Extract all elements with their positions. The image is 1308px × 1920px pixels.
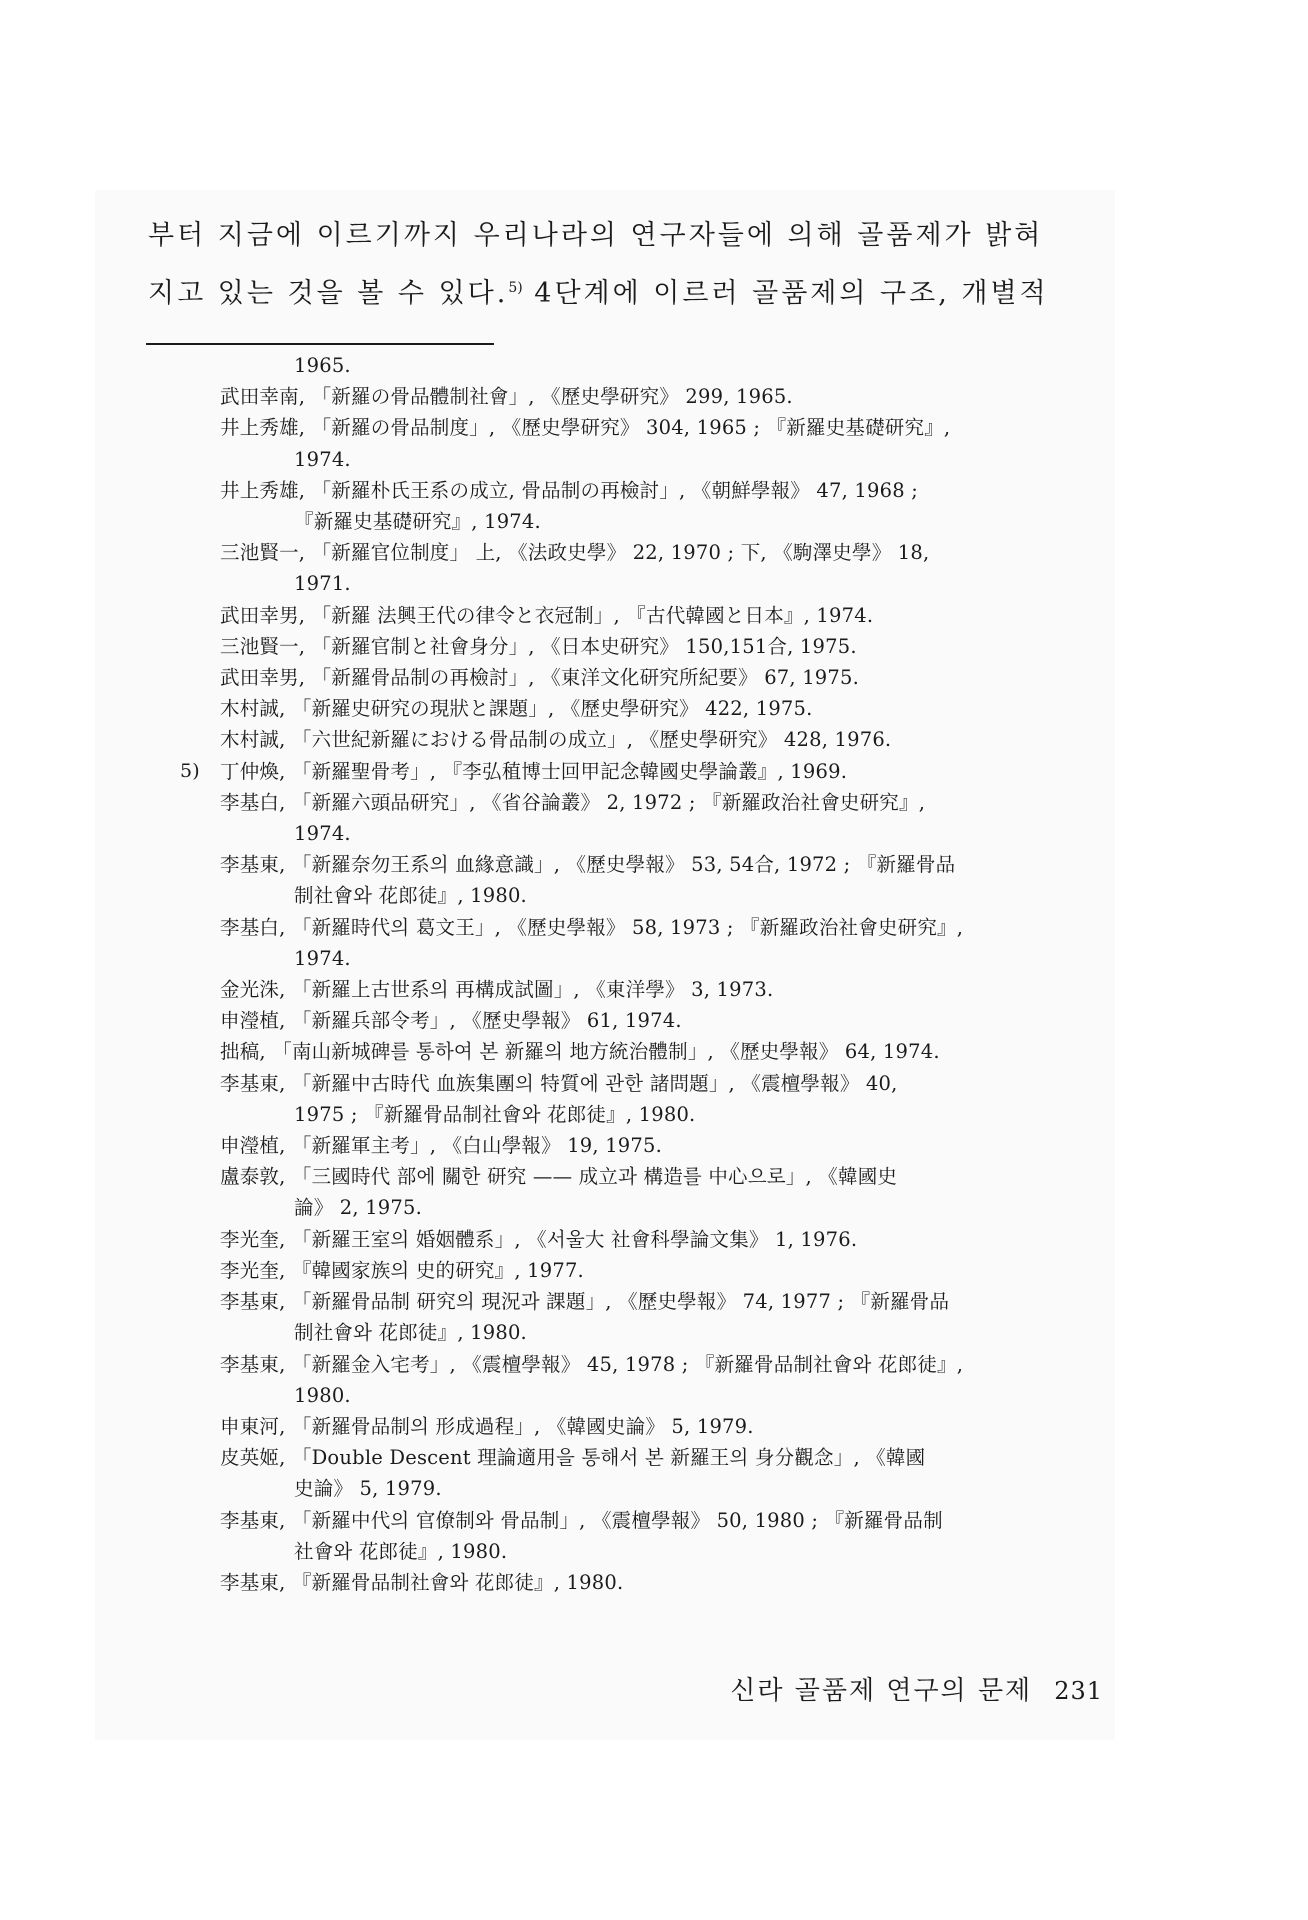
footnote-line: 1965.	[294, 354, 351, 377]
footnote-line: 井上秀雄, 「新羅朴氏王系の成立, 骨品制の再檢討」, 《朝鮮學報》 47, 1968 ;	[220, 478, 918, 502]
footnote-line: 申瀅植, 「新羅軍主考」, 《白山學報》 19, 1975.	[220, 1134, 663, 1158]
footnote-line: 李基東, 「新羅金入宅考」, 《震檀學報》 45, 1978 ; 『新羅骨品制社會와 花郎徒』,	[220, 1352, 964, 1376]
running-title: 신라 골품제 연구의 문제	[730, 1676, 1033, 1706]
footnote-line: 1974.	[294, 447, 351, 471]
footnote-label: 5)	[180, 759, 200, 782]
footnote-line: 武田幸南, 「新羅の骨品體制社會」, 《歷史學研究》 299, 1965.	[220, 385, 793, 409]
footnote-line: 三池賢一, 「新羅官制と社會身分」, 《日本史研究》 150,151合, 1975.	[220, 634, 857, 658]
page-number: 231	[1054, 1677, 1103, 1705]
footnote-line: 拙稿, 「南山新城碑를 통하여 본 新羅의 地方統治體制」, 《歷史學報》 64, 1974.	[220, 1040, 940, 1064]
footnote-line: 1980.	[294, 1383, 351, 1407]
footnote-line: 李基東, 「新羅中古時代 血族集團의 特質에 관한 諸問題」, 《震檀學報》 40,	[220, 1071, 898, 1095]
footnote-line: 武田幸男, 「新羅骨品制の再檢討」, 《東洋文化研究所紀要》 67, 1975.	[220, 666, 860, 690]
footnote-line: 李基東, 『新羅骨品制社會와 花郎徒』, 1980.	[220, 1570, 624, 1594]
body-line-segment: 지고 있는 것을 볼 수 있다.	[148, 278, 509, 309]
footnote-line-text: 丁仲煥, 「新羅聖骨考」, 『李弘稙博士回甲記念韓國史學論叢』, 1969.	[220, 759, 848, 783]
footnote-line: 皮英姬, 「Double Descent 理論適用을 통해서 본 新羅王의 身分觀念」, 《韓國	[220, 1446, 926, 1470]
footnote-line: 李光奎, 『韓國家族의 史的研究』, 1977.	[220, 1258, 584, 1282]
footnote-line: 李基東, 「新羅骨品制 研究의 現況과 課題」, 《歷史學報》 74, 1977 ; 『新羅骨品	[220, 1290, 950, 1314]
footnotes	[180, 350, 1100, 1598]
footnote-line: 盧泰敦, 「三國時代 部에 關한 研究 —— 成立과 構造를 中心으로」, 《韓國史	[220, 1165, 898, 1189]
footnote-5-line	[180, 756, 1100, 787]
footnote-line: 制社會와 花郎徒』, 1980.	[294, 884, 527, 908]
footnote-line: 申瀅植, 「新羅兵部令考」, 《歷史學報》 61, 1974.	[220, 1009, 682, 1033]
footnote-line: 武田幸男, 「新羅 法興王代の律令と衣冠制」, 『古代韓國と日本』, 1974.	[220, 603, 874, 627]
body-text	[148, 210, 1098, 320]
footnote-line: 金光洙, 「新羅上古世系의 再構成試圖」, 《東洋學》 3, 1973.	[220, 978, 774, 1002]
footnote-line: 史論》 5, 1979.	[294, 1477, 442, 1501]
footnote-line: 1975 ; 『新羅骨品制社會와 花郎徒』, 1980.	[294, 1102, 696, 1126]
footnote-line: 論》 2, 1975.	[294, 1196, 423, 1220]
footnote-line: 李基白, 「新羅六頭品研究」, 《省谷論叢》 2, 1972 ; 『新羅政治社會史研究』,	[220, 790, 926, 814]
footnote-line: 木村誠, 「新羅史研究の現狀と課題」, 《歷史學研究》 422, 1975.	[220, 697, 813, 721]
footnote-line: 井上秀雄, 「新羅の骨品制度」, 《歷史學研究》 304, 1965 ; 『新羅史基礎研究』,	[220, 416, 951, 440]
footnote-line: 李基東, 「新羅中代의 官僚制와 骨品制」, 《震檀學報》 50, 1980 ; 『新羅骨品制	[220, 1508, 943, 1532]
body-line	[148, 262, 1098, 320]
footnote-line: 1974.	[294, 822, 351, 846]
footnote-line: 社會와 花郎徒』, 1980.	[294, 1539, 508, 1563]
footnote-line: 李基白, 「新羅時代의 葛文王」, 《歷史學報》 58, 1973 ; 『新羅政治社會史研究』,	[220, 915, 964, 939]
footnote-divider	[146, 343, 494, 345]
footnote-line: 申東河, 「新羅骨品制의 形成過程」, 《韓國史論》 5, 1979.	[220, 1414, 754, 1438]
footnote-line: 李基東, 「新羅奈勿王系의 血緣意識」, 《歷史學報》 53, 54合, 1972 ; 『新羅骨品	[220, 853, 956, 877]
body-line: 부터 지금에 이르기까지 우리나라의 연구자들에 의해 골품제가 밝혀	[148, 220, 1044, 251]
footnote-line: 1971.	[294, 572, 351, 596]
footnote-reference[interactable]: 5)	[508, 280, 523, 296]
footnote-line: 制社會와 花郎徒』, 1980.	[294, 1321, 527, 1345]
footnote-line: 1974.	[294, 946, 351, 970]
footnote-line: 李光奎, 「新羅王室의 婚姻體系」, 《서울大 社會科學論文集》 1, 1976.	[220, 1227, 858, 1251]
body-line-segment: 4단계에 이르러 골품제의 구조, 개별적	[534, 278, 1049, 309]
footnote-line: 三池賢一, 「新羅官位制度」 上, 《法政史學》 22, 1970 ; 下, 《駒澤史學》 18,	[220, 541, 930, 565]
footnote-line: 木村誠, 「六世紀新羅における骨品制の成立」, 《歷史學研究》 428, 1976.	[220, 728, 892, 752]
running-footer	[730, 1670, 1103, 1707]
footnote-line: 『新羅史基礎研究』, 1974.	[294, 510, 541, 534]
